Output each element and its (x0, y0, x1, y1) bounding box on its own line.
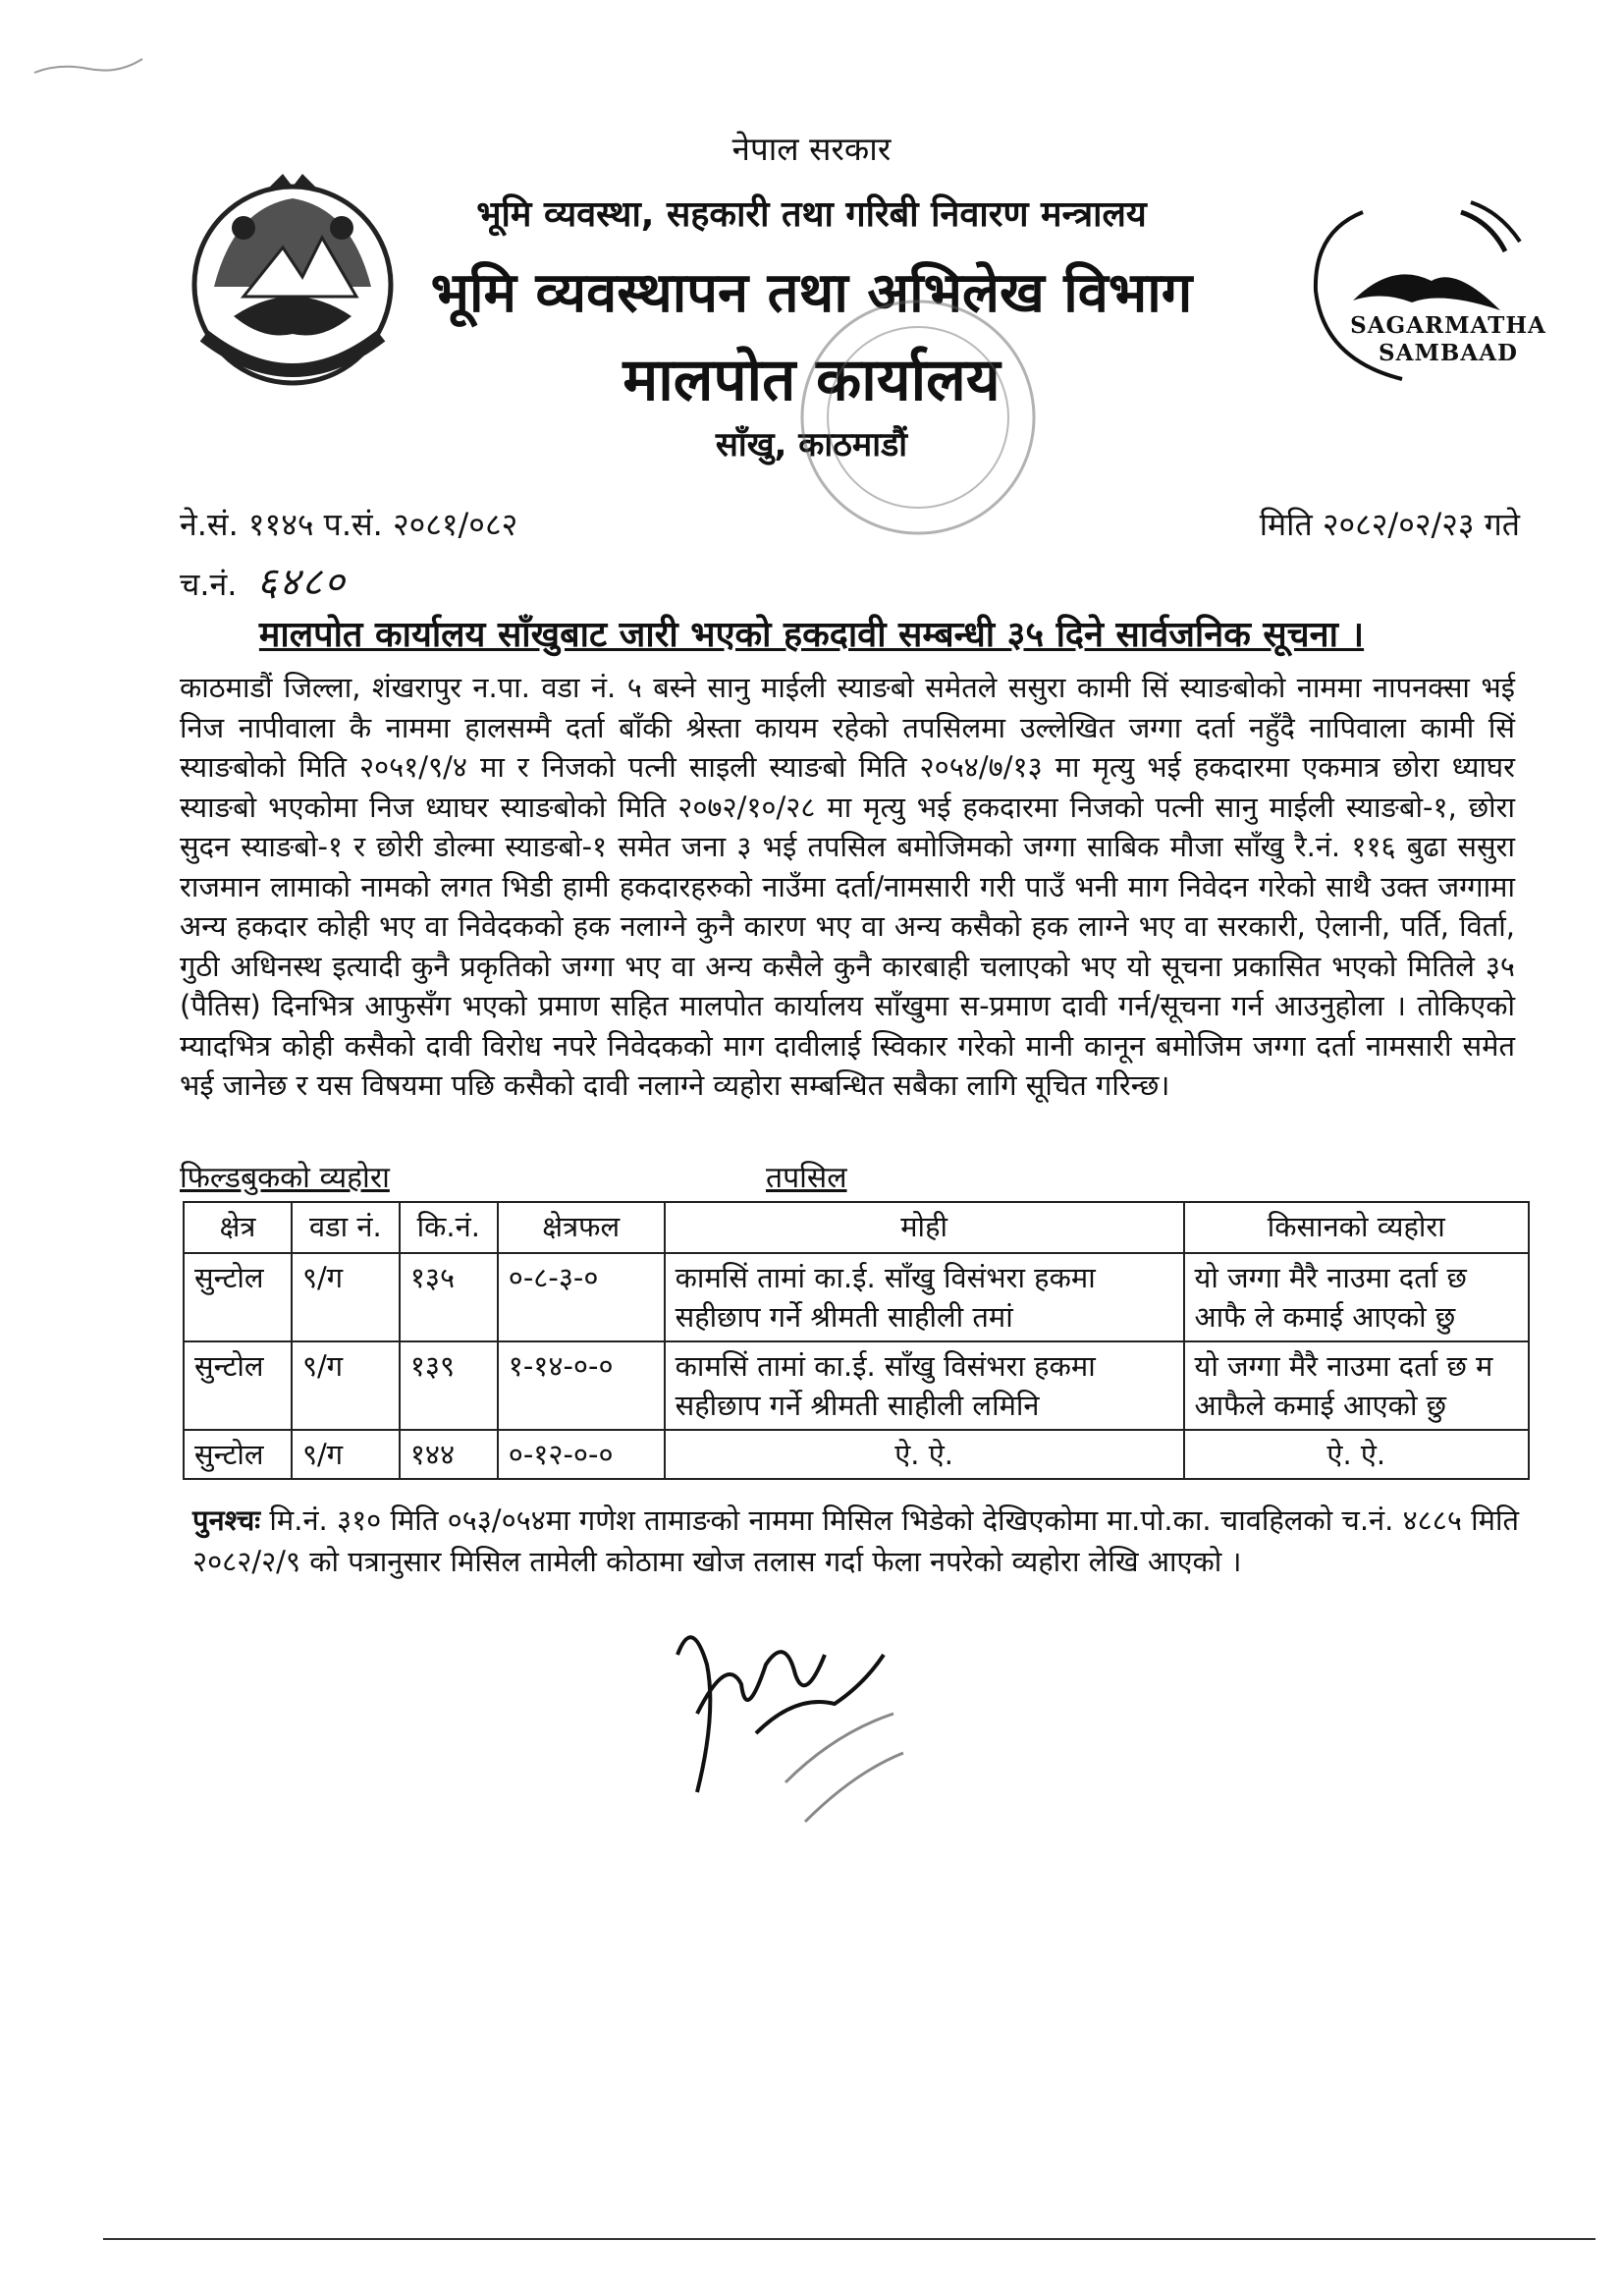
cell-plot: १३९ (400, 1341, 498, 1430)
logo-line-2: SAMBAAD (1379, 340, 1518, 366)
cell-tenant: कामसिं तामां का.ई. साँखु विसंभरा हकमा सहीछाप गर्ने श्रीमती साहीली तमां (665, 1253, 1184, 1341)
reference-number: ने.सं. ११४५ प.सं. २०८१/०८२ (180, 506, 518, 543)
office-stamp-icon (785, 285, 1051, 550)
table-row (184, 1341, 1529, 1430)
header-farmer-note: किसानको व्यहोरा (1184, 1202, 1529, 1253)
table-title: तपसिल (766, 1161, 847, 1195)
header-area: क्षेत्र (184, 1202, 292, 1253)
postscript-label: पुनश्चः (192, 1503, 261, 1537)
cell-farmer-note: ऐ. ऐ. (1184, 1430, 1529, 1479)
cell-tenant: कामसिं तामां का.ई. साँखु विसंभरा हकमा सहीछाप गर्ने श्रीमती साहीली लमिनि (665, 1341, 1184, 1430)
table-row (184, 1253, 1529, 1341)
dispatch-handwritten-number: ६४८० (256, 560, 347, 605)
table-row (184, 1430, 1529, 1479)
cell-ward: ९/ग (292, 1253, 400, 1341)
cell-ward: ९/ग (292, 1430, 400, 1479)
dispatch-label: च.नं. (180, 566, 238, 603)
table-header-row (184, 1202, 1529, 1253)
office-name: मालपोत कार्यालय (622, 346, 1001, 414)
cell-area: सुन्टोल (184, 1430, 292, 1479)
cell-farmer-note: यो जग्गा मैरै नाउमा दर्ता छ आफै ले कमाई आएको छु (1184, 1253, 1529, 1341)
fieldbook-label: फिल्डबुकको व्यहोरा (180, 1161, 390, 1195)
cell-size: ०-१२-०-० (498, 1430, 665, 1479)
cell-farmer-note: यो जग्गा मैरै नाउमा दर्ता छ म आफैले कमाई आएको छु (1184, 1341, 1529, 1430)
notice-heading: मालपोत कार्यालय साँखुबाट जारी भएको हकदावी सम्बन्धी ३५ दिने सार्वजनिक सूचना । (258, 615, 1365, 655)
officer-signature-icon (648, 1596, 943, 1851)
cell-ward: ९/ग (292, 1341, 400, 1430)
cell-plot: १४४ (400, 1430, 498, 1479)
postscript-text: मि.नं. ३१० मिति ०५३/०५४मा गणेश तामाङको नाममा मिसिल भिडेको देखिएकोमा मा.पो.का. चावहिलको च.नं. ४८८५ मिति २०८२/२/९ को पत्रानुसार मिसिल तामेली कोठामा खोज तलास गर्दा फेला नपरेको व्यहोरा लेखि आएको । (192, 1503, 1520, 1578)
scan-smudge (29, 51, 147, 81)
postscript (192, 1500, 1520, 1582)
issue-date: मिति २०८२/०२/२३ गते (1259, 506, 1520, 543)
cell-area: सुन्टोल (184, 1341, 292, 1430)
cell-size: १-१४-०-० (498, 1341, 665, 1430)
cell-area: सुन्टोल (184, 1253, 292, 1341)
logo-line-1: SAGARMATHA (1350, 312, 1546, 339)
notice-body: काठमाडौं जिल्ला, शंखरापुर न.पा. वडा नं. ५ बस्ने सानु माईली स्याङबो समेतले ससुरा कामी सिं स्याङबोको नाममा नापनक्सा भई निज नापीवाला कै नाममा हालसम्मै दर्ता बाँकी श्रेस्ता कायम रहेको तपसिलमा उल्लेखित जग्गा दर्ता नहुँदै नापिवाला कामी सिं स्याङबोको मिति २०५१/९/४ मा र निजको पत्नी साइली स्याङबो मिति २०५४/७/१३ मा मृत्यु भई हकदारमा एकमात्र छोरा ध्याघर स्याङबो भएकोमा निज ध्याघर स्याङबोको मिति २०७२/१०/२८ मा मृत्यु भई हकदारमा निजको पत्नी सानु माईली स्याङबो-१, छोरा सुदन स्याङबो-१ र छोरी डोल्मा स्याङबो-१ समेत जना ३ भई तपसिल बमोजिमको जग्गा साबिक मौजा साँखु रै.नं. ११६ बुढा ससुरा राजमान लामाको नामको लगत भिडी हामी हकदारहरुको नाउँमा दर्ता/नामसारी गरी पाउँ भनी माग निवेदन गरेको साथै उक्त जग्गामा अन्य हकदार कोही भए वा निवेदकको हक नलाग्ने कुनै कारण भए वा अन्य कसैको हक लाग्ने भए वा सरकारी, ऐलानी, पर्ति, विर्ता, गुठी अधिनस्थ इत्यादी कुनै प्रकृतिको जग्गा भए वा अन्य कसैले कुनै कारबाही चलाएको भए यो सूचना प्रकासित भएको मितिले ३५ (पैतिस) दिनभित्र आफुसँग भएको प्रमाण सहित मालपोत कार्यालय साँखुमा स-प्रमाण दावी गर्न/सूचना गर्न आउनुहोला । तोकिएको म्यादभित्र कोही कसैको दावी विरोध नपरे निवेदकको माग दावीलाई स्विकार गरेको मानी कानून बमोजिम जग्गा दर्ता नामसारी समेत भई जानेछ र यस विषयमा पछि कसैको दावी नलाग्ने व्यहोरा सम्बन्धित सबैका लागि सूचित गरिन्छ। (180, 671, 1515, 1102)
government-name: नेपाल सरकार (731, 130, 892, 168)
dispatch-number (180, 553, 347, 607)
header-size: क्षेत्रफल (498, 1202, 665, 1253)
cell-tenant: ऐ. ऐ. (665, 1430, 1184, 1479)
header-plot: कि.नं. (400, 1202, 498, 1253)
ministry-name: भूमि व्यवस्था, सहकारी तथा गरिबी निवारण मन्त्रालय (476, 194, 1147, 235)
header-tenant: मोही (665, 1202, 1184, 1253)
header-ward: वडा नं. (292, 1202, 400, 1253)
cell-size: ०-८-३-० (498, 1253, 665, 1341)
cell-plot: १३५ (400, 1253, 498, 1341)
office-location: साँखु, काठमाडौं (715, 425, 908, 465)
footer-divider (103, 2238, 1596, 2240)
land-details-table (183, 1201, 1530, 1480)
department-name: भूमि व्यवस्थापन तथा अभिलेख विभाग (430, 261, 1193, 325)
